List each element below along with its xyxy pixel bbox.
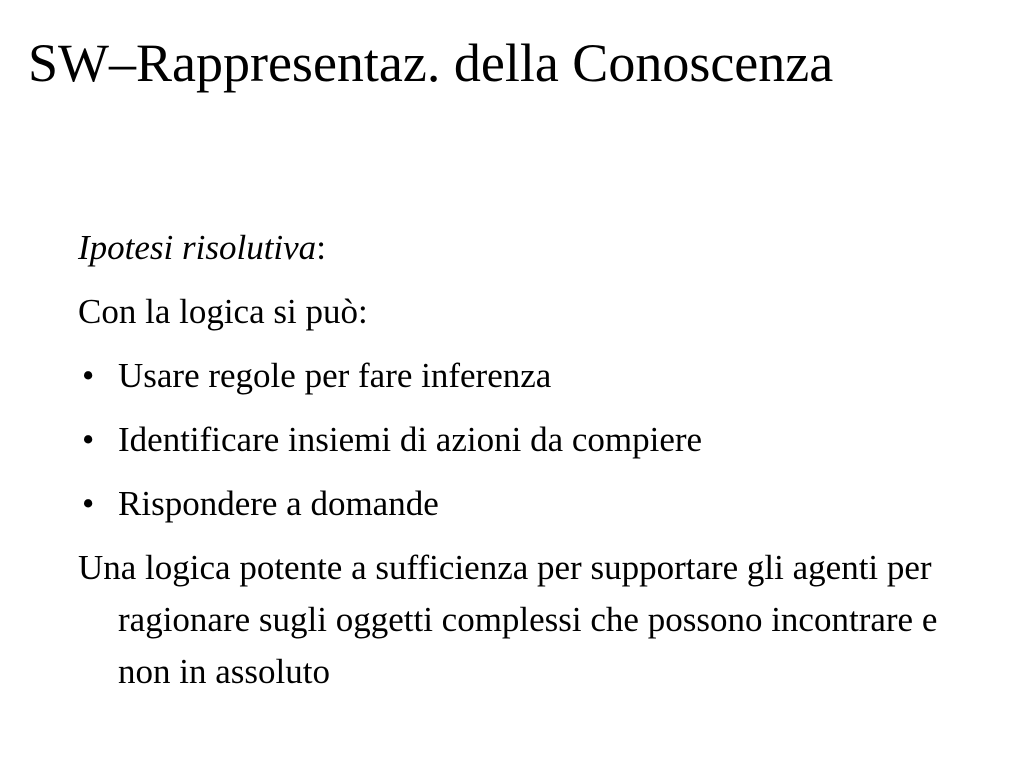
slide-body bbox=[78, 222, 998, 698]
bullet-item bbox=[78, 478, 998, 530]
bullet-text: Identificare insiemi di azioni da compiere bbox=[118, 420, 703, 459]
bullet-icon: • bbox=[82, 420, 95, 459]
bullet-item bbox=[78, 414, 998, 466]
hypothesis-line bbox=[78, 222, 998, 274]
hypothesis-colon: : bbox=[316, 228, 326, 267]
bullet-text: Usare regole per fare inferenza bbox=[118, 356, 552, 395]
bullet-icon: • bbox=[82, 484, 95, 523]
hypothesis-label: Ipotesi risolutiva bbox=[78, 228, 317, 267]
bullet-item bbox=[78, 350, 998, 402]
intro-text: Con la logica si può: bbox=[78, 292, 368, 331]
bullet-icon: • bbox=[82, 356, 95, 395]
closing-text: Una logica potente a sufficienza per supportare gli agenti per ragionare sugli oggetti complessi che possono incontrare e non in assoluto bbox=[78, 548, 938, 691]
bullet-list bbox=[78, 350, 998, 530]
bullet-text: Rispondere a domande bbox=[118, 484, 439, 523]
slide-title: SW–Rappresentaz. della Conoscenza bbox=[28, 33, 834, 93]
